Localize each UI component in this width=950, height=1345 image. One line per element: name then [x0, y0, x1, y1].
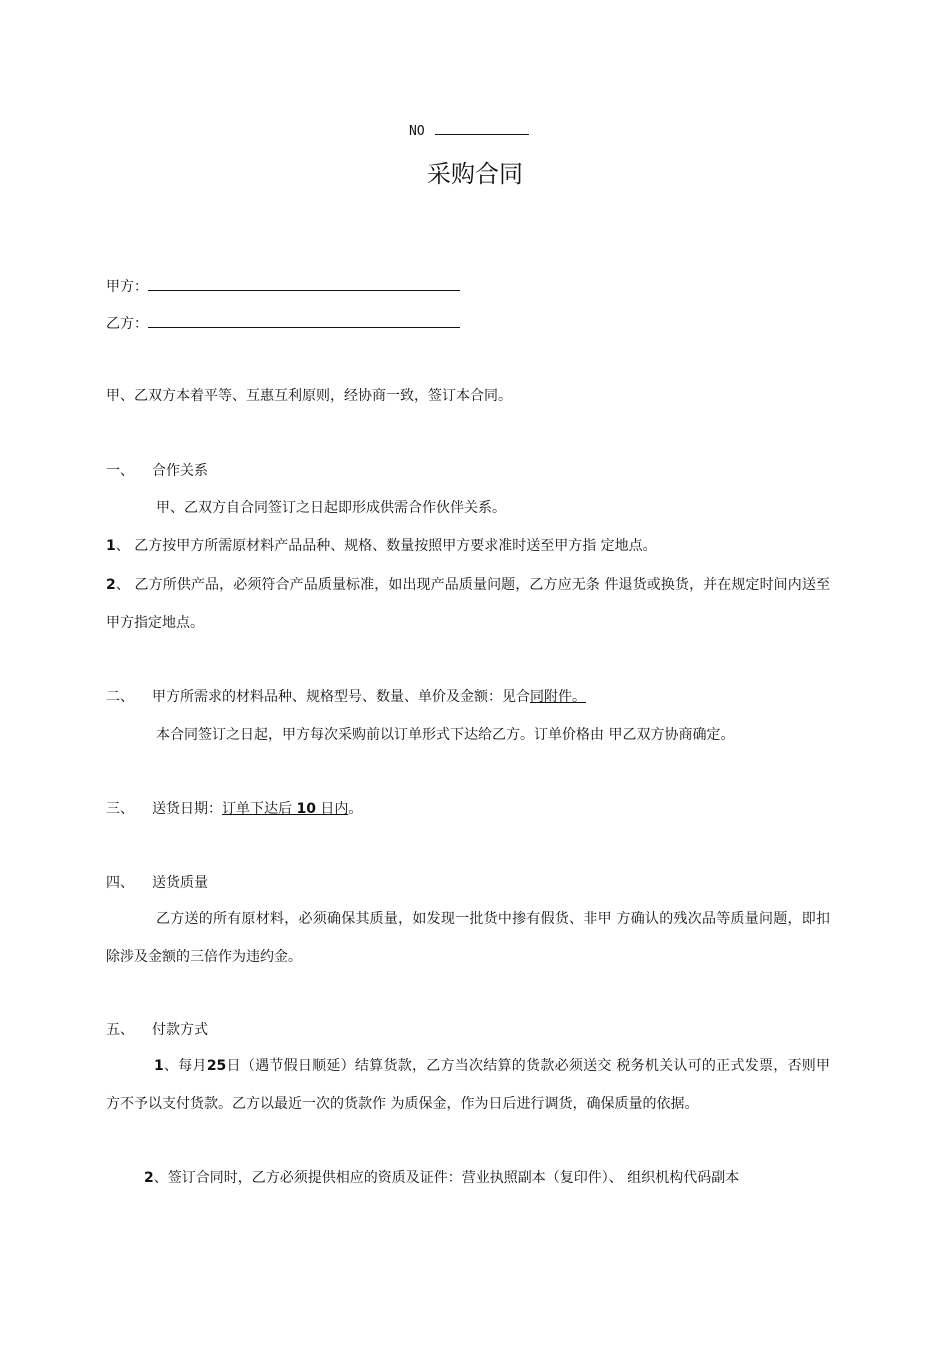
section5-p1-text-a: 、每月 [163, 1058, 207, 1074]
section1-title: 合作关系 [152, 463, 208, 479]
section5-number: 五、 [106, 1022, 134, 1038]
section4-body: 乙方送的所有原材料，必须确保其质量，如发现一批货中掺有假货、非甲 方确认的残次品等质量问题，即扣除涉及金额的三倍作为违约金。 [106, 911, 830, 965]
section4-heading [106, 873, 208, 893]
section3-number: 三、 [106, 801, 134, 817]
section5-p1-number: 1 [154, 1058, 164, 1074]
section5-paragraph1 [106, 1047, 830, 1123]
section5-title: 付款方式 [152, 1022, 208, 1038]
section4-title: 送货质量 [152, 875, 208, 891]
delivery-term-pre: 订单下达后 [222, 801, 297, 817]
section1-number: 一、 [106, 463, 134, 479]
section3-heading [106, 799, 362, 819]
section1-item2-number: 2 [106, 577, 116, 593]
party-b-label: 乙方： [106, 316, 148, 332]
section5-p2-text: 、签订合同时，乙方必须提供相应的资质及证件：营业执照副本（复印件）、 组织机构代码副本 [153, 1170, 740, 1186]
section5-paragraph2 [144, 1168, 739, 1188]
section2-heading [106, 687, 586, 707]
contract-number [409, 121, 529, 142]
section1-item2-text: 、 乙方所供产品，必须符合产品质量标准，如出现产品质量问题，乙方应无条 件退货或换货，并在规定时间内送至甲方指定地点。 [106, 577, 830, 631]
delivery-term-post: 日内 [315, 801, 349, 817]
party-b-line [106, 313, 460, 334]
intro-text: 甲、乙双方本着平等、互惠互利原则，经协商一致，签订本合同。 [106, 388, 512, 404]
section5-heading [106, 1020, 208, 1040]
attachment-link[interactable]: 同附件。 [530, 689, 586, 705]
contract-number-blank[interactable] [435, 121, 529, 135]
section4-number: 四、 [106, 875, 134, 891]
section2-title: 甲方所需求的材料品种、规格型号、数量、单价及金额：见合 [152, 689, 530, 705]
section3-title: 送货日期： [152, 801, 222, 817]
section1-heading [106, 461, 208, 481]
delivery-days: 10 [296, 801, 316, 817]
section1-item1 [106, 536, 657, 556]
contract-number-label: NO [409, 124, 425, 139]
section1-item1-text: 、 乙方按甲方所需原材料产品品种、规格、数量按照甲方要求准时送至甲方指 定地点。 [115, 538, 657, 554]
delivery-term-period: 。 [348, 801, 363, 817]
section2-line1: 本合同签订之日起，甲方每次采购前以订单形式下达给乙方。订单价格由 甲乙双方协商确定。 [156, 727, 735, 743]
section5-p1-text-b: 日（遇节假日顺延）结算货款，乙方当次结算的货款必须送交 税务机关认可的正式发票，否则甲方不予以支付货款。乙方以最近一次的货款作 为质保金，作为日后进行调货，确保质量的依据。 [106, 1058, 831, 1112]
section2-number: 二、 [106, 689, 134, 705]
party-a-line [106, 276, 460, 297]
settlement-day: 25 [206, 1058, 227, 1074]
section1-item2 [106, 566, 830, 642]
party-b-blank[interactable] [148, 313, 460, 328]
page-title: 采购合同 [427, 160, 523, 188]
section1-item1-number: 1 [106, 538, 116, 554]
section5-p2-number: 2 [144, 1170, 154, 1186]
party-a-label: 甲方： [106, 279, 148, 295]
section1-line1: 甲、乙双方自合同签订之日起即形成供需合作伙伴关系。 [156, 500, 506, 516]
party-a-blank[interactable] [148, 276, 460, 291]
